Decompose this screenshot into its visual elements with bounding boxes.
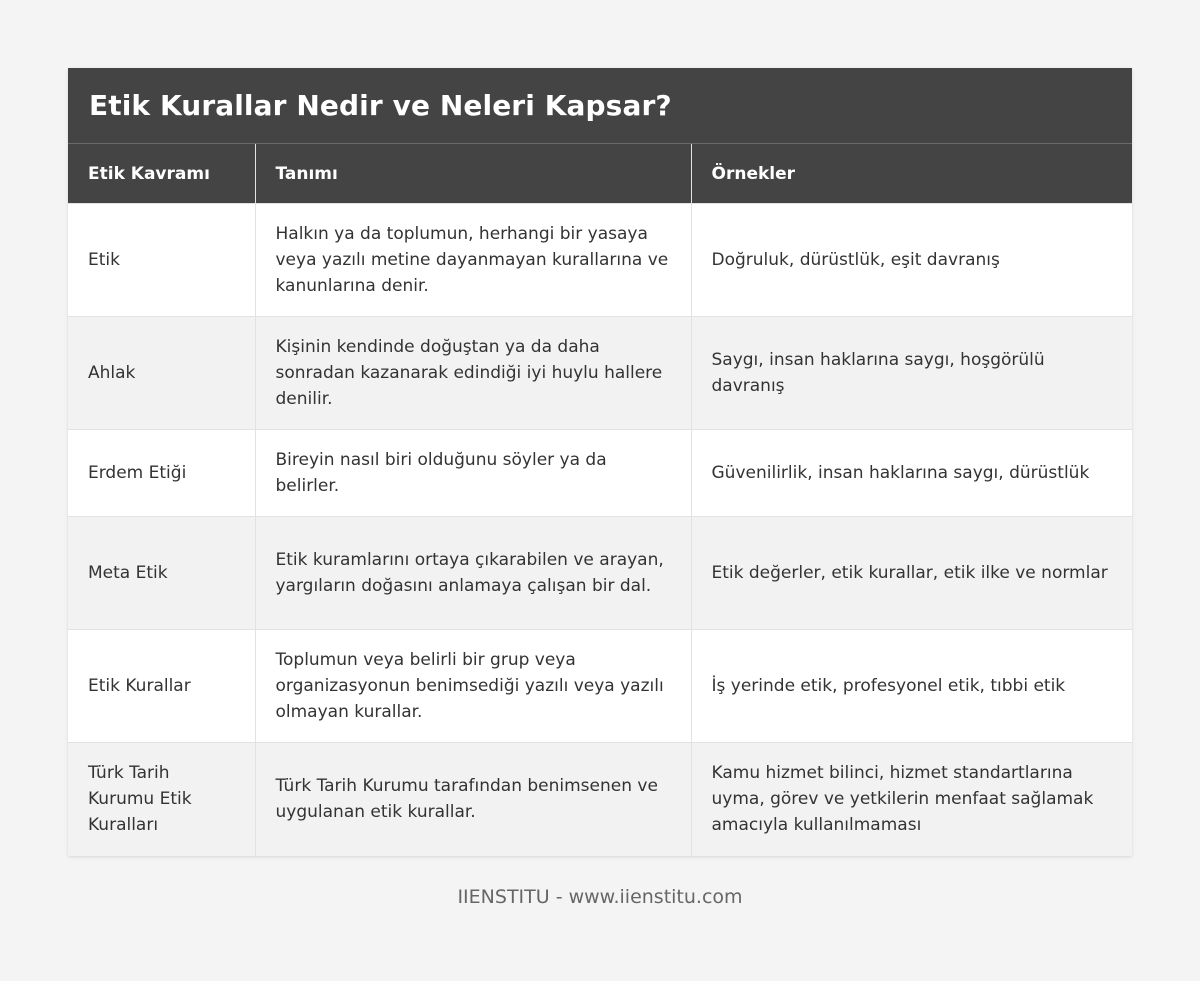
table-row	[68, 317, 1132, 430]
ethics-table	[68, 143, 1132, 856]
footer-credit: IIENSTITU - www.iienstitu.com	[457, 886, 743, 908]
table-row	[68, 743, 1132, 856]
cell-concept: Erdem Etiği	[68, 430, 255, 517]
cell-concept: Ahlak	[68, 317, 255, 430]
cell-concept: Meta Etik	[68, 517, 255, 630]
ethics-table-card	[68, 68, 1132, 856]
table-row	[68, 517, 1132, 630]
cell-concept: Etik Kurallar	[68, 630, 255, 743]
cell-definition: Bireyin nasıl biri olduğunu söyler ya da belirler.	[255, 430, 691, 517]
cell-definition: Türk Tarih Kurumu tarafından benimsenen ve uygulanan etik kurallar.	[255, 743, 691, 856]
column-header-examples: Örnekler	[691, 144, 1132, 204]
cell-concept: Türk Tarih Kurumu Etik Kuralları	[68, 743, 255, 856]
cell-examples: Doğruluk, dürüstlük, eşit davranış	[691, 204, 1132, 317]
cell-concept: Etik	[68, 204, 255, 317]
column-header-definition: Tanımı	[255, 144, 691, 204]
cell-examples: Saygı, insan haklarına saygı, hoşgörülü davranış	[691, 317, 1132, 430]
page-title: Etik Kurallar Nedir ve Neleri Kapsar?	[89, 89, 672, 122]
column-header-concept: Etik Kavramı	[68, 144, 255, 204]
cell-definition: Halkın ya da toplumun, herhangi bir yasaya veya yazılı metine dayanmayan kurallarına ve kanunlarına denir.	[255, 204, 691, 317]
cell-definition: Etik kuramlarını ortaya çıkarabilen ve arayan, yargıların doğasını anlamaya çalışan bir dal.	[255, 517, 691, 630]
cell-definition: Kişinin kendinde doğuştan ya da daha sonradan kazanarak edindiği iyi huylu hallere denilir.	[255, 317, 691, 430]
title-bar	[68, 68, 1132, 143]
table-row	[68, 630, 1132, 743]
cell-examples: Etik değerler, etik kurallar, etik ilke ve normlar	[691, 517, 1132, 630]
cell-examples: İş yerinde etik, profesyonel etik, tıbbi etik	[691, 630, 1132, 743]
table-header-row	[68, 144, 1132, 204]
cell-examples: Güvenilirlik, insan haklarına saygı, dürüstlük	[691, 430, 1132, 517]
cell-definition: Toplumun veya belirli bir grup veya organizasyonun benimsediği yazılı veya yazılı olmayan kurallar.	[255, 630, 691, 743]
table-row	[68, 430, 1132, 517]
cell-examples: Kamu hizmet bilinci, hizmet standartlarına uyma, görev ve yetkilerin menfaat sağlamak amacıyla kullanılmaması	[691, 743, 1132, 856]
table-row	[68, 204, 1132, 317]
